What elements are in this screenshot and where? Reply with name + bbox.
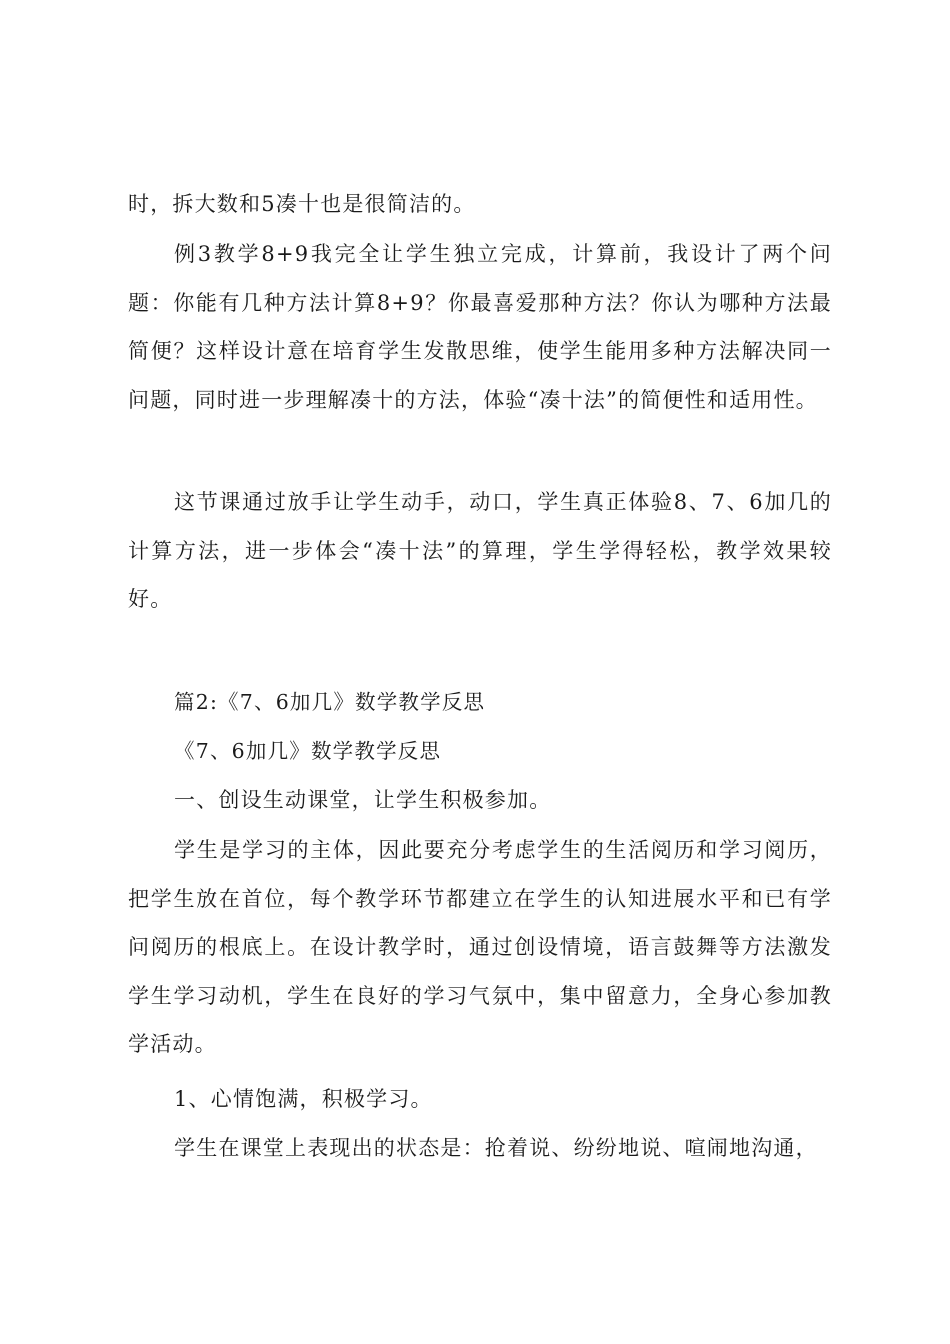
subheading-1: 1、心情饱满，积极学习。 bbox=[174, 1087, 433, 1111]
article-title: 《7、6加几》数学教学反思 bbox=[174, 739, 442, 763]
paragraph-student-subject: 学生是学习的主体，因此要充分考虑学生的生活阅历和学习阅历，把学生放在首位，每个教学环节都建立在学生的认知进展水平和已有学问阅历的根底上。在设计教学时，通过创设情境，语言鼓舞等方法激发学生学习动机，学生在良好的学习气氛中，集中留意力，全身心参加教学活动。 bbox=[128, 838, 832, 1056]
paragraph-continuation: 时，拆大数和5凑十也是很简洁的。 bbox=[128, 192, 476, 216]
subheading-one: 一、创设生动课堂，让学生积极参加。 bbox=[174, 788, 552, 812]
paragraph-summary: 这节课通过放手让学生动手，动口，学生真正体验8、7、6加几的计算方法，进一步体会“凑十法”的算理，学生学得轻松，教学效果较好。 bbox=[128, 490, 832, 611]
paragraph-example-3: 例3教学8+9我完全让学生独立完成，计算前，我设计了两个问题：你能有几种方法计算8+9？你最喜爱那种方法？你认为哪种方法最简便？这样设计意在培育学生发散思维，使学生能用多种方法解决同一问题，同时进一步理解凑十的方法，体验“凑十法”的简便性和适用性。 bbox=[128, 242, 832, 412]
paragraph-classroom-state: 学生在课堂上表现出的状态是：抢着说、纷纷地说、喧闹地沟通， bbox=[174, 1136, 818, 1160]
section-heading-part-2: 篇2:《7、6加几》数学教学反思 bbox=[174, 690, 486, 714]
